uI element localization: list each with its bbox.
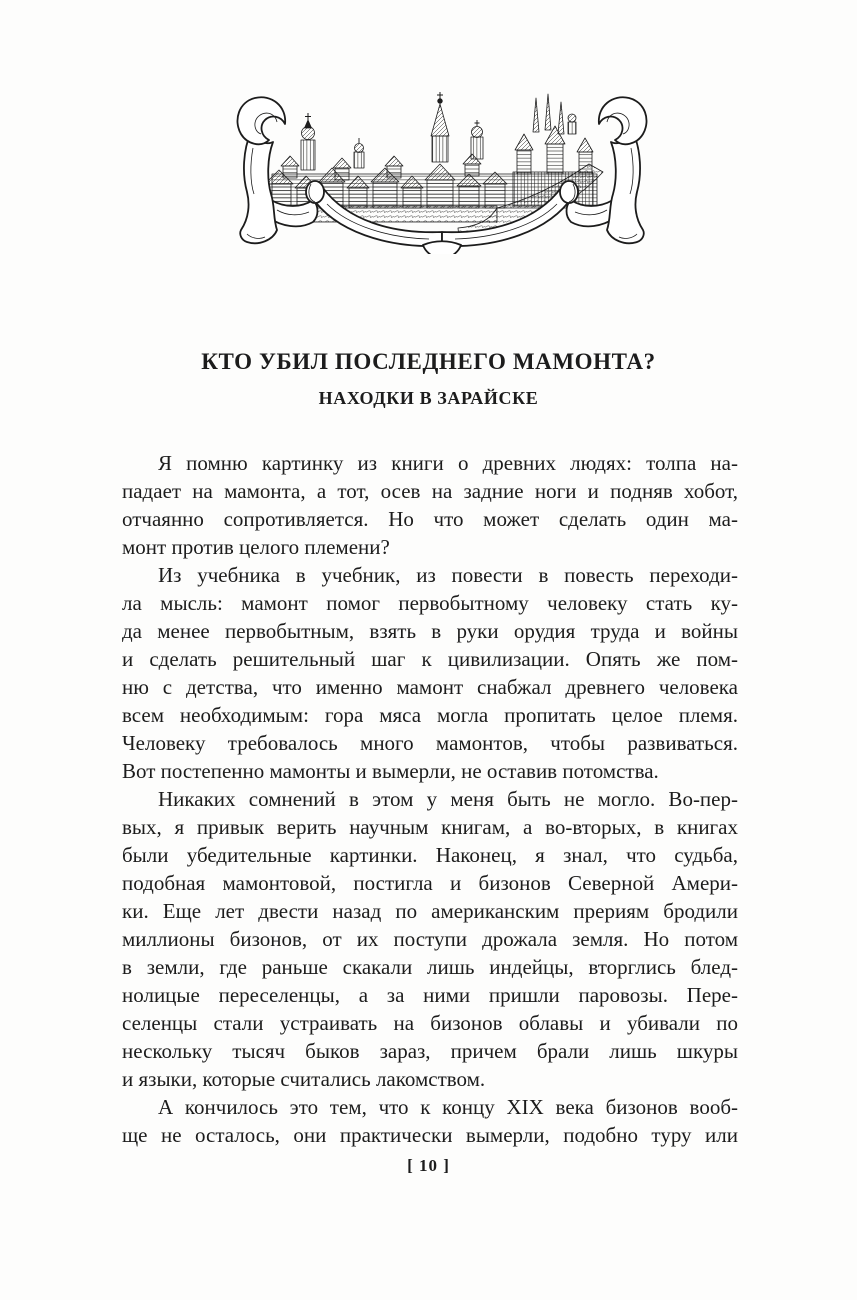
text-line: селенцы стали устраивать на бизонов облавы и убивали по bbox=[122, 1011, 738, 1035]
text-line: Я помню картинку из книги о древних людях: толпа на- bbox=[158, 451, 738, 475]
text-line: падает на мамонта, а тот, осев на задние ноги и подняв хобот, bbox=[122, 479, 738, 503]
chapter-title: КТО УБИЛ ПОСЛЕДНЕГО МАМОНТА? bbox=[201, 349, 656, 374]
text-line: отчаянно сопротивляется. Но что может сделать один ма- bbox=[122, 507, 738, 531]
page-number: [ 10 ] bbox=[407, 1156, 450, 1175]
text-line: были убедительные картинки. Наконец, я знал, что судьба, bbox=[122, 843, 738, 867]
text-line: всем необходимым: гора мяса могла пропитать целое племя. bbox=[122, 703, 738, 727]
chapter-headpiece bbox=[227, 88, 657, 254]
text-line: миллионы бизонов, от их поступи дрожала земля. Но потом bbox=[122, 927, 738, 951]
text-line: да менее первобытным, взять в руки орудия труда и войны bbox=[122, 619, 738, 643]
text-line: нолицые переселенцы, а за ними пришли паровозы. Пере- bbox=[122, 983, 738, 1007]
text-line: Человеку требовалось много мамонтов, чтобы развиваться. bbox=[122, 731, 738, 755]
text-line: подобная мамонтовой, постигла и бизонов Северной Амери- bbox=[122, 871, 738, 895]
text-line: Вот постепенно мамонты и вымерли, не оставив потомства. bbox=[122, 759, 659, 783]
text-line: ла мысль: мамонт помог первобытному человеку стать ку- bbox=[122, 591, 738, 615]
text-line: вых, я привык верить научным книгам, а во-вторых, в книгах bbox=[122, 815, 738, 839]
text-line: нескольку тысяч быков зараз, причем брали лишь шкуры bbox=[122, 1039, 738, 1063]
text-line: Никаких сомнений в этом у меня быть не могло. Во-пер- bbox=[158, 787, 738, 811]
text-line: и сделать решительный шаг к цивилизации. Опять же пом- bbox=[122, 647, 738, 671]
text-line: ню с детства, что именно мамонт снабжал древнего человека bbox=[122, 675, 738, 699]
body-text bbox=[122, 449, 738, 1149]
text-line: ки. Еще лет двести назад по американским прериям бродили bbox=[122, 899, 738, 923]
text-line: Из учебника в учебник, из повести в повесть переходи- bbox=[158, 563, 738, 587]
town-engraving-icon bbox=[227, 88, 657, 254]
text-line: в земли, где раньше скакали лишь индейцы, вторглись блед- bbox=[122, 955, 738, 979]
text-line: ще не осталось, они практически вымерли, подобно туру или bbox=[122, 1123, 738, 1147]
chapter-subtitle: НАХОДКИ В ЗАРАЙСКЕ bbox=[318, 388, 539, 408]
text-line: А кончилось это тем, что к концу XIX века бизонов вооб- bbox=[158, 1095, 738, 1119]
text-line: и языки, которые считались лакомством. bbox=[122, 1067, 486, 1091]
text-line: монт против целого племени? bbox=[122, 535, 390, 559]
